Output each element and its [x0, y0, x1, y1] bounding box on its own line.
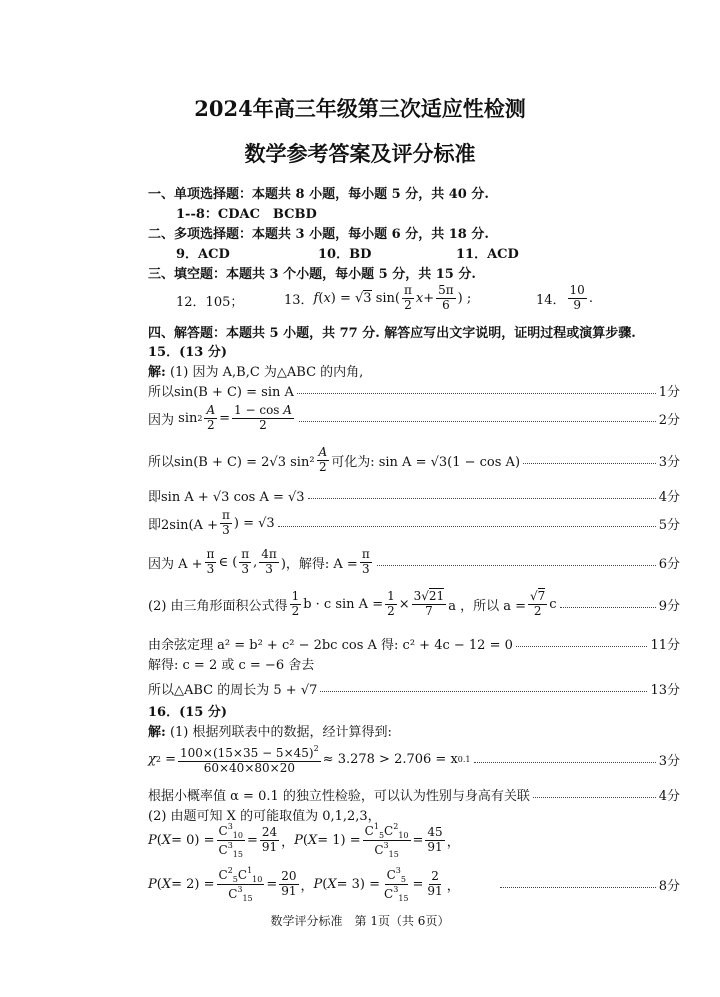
q15-line-5 [148, 486, 680, 505]
q15-l3-text: 因为 [148, 412, 175, 428]
q16-prob-row-1: P ( X = 0) = $\frac{C^3_{10}}{C^3_{15}}$ = $\frac{24}{91}$ ， P ( X = 1) = $\frac{C^1_5C^2_{10}}{C^3_{15}}$ = $\frac{45}{91}$ ， [148, 822, 460, 860]
q16-line-1 [148, 721, 392, 740]
page-subtitle: 数学参考答案及评分标准 [244, 141, 476, 166]
q16-header: 16．(15 分) [148, 705, 228, 720]
q16-l1-text: (1) 根据列联表中的数据，经计算得到: [169, 725, 392, 740]
q15-l2-text: 所以sin(B + C) = sin A [148, 385, 294, 400]
q16-chi-rhs: ≈ 3.278 > 2.706 = x [322, 752, 458, 768]
score-1: 1分 [658, 385, 680, 400]
q16-line-3 [148, 785, 680, 804]
q15-l8-text-c: a ，所以 a = [448, 598, 526, 614]
q15-solution-label: 解: [148, 365, 166, 380]
q15-l7-text-c: )，解得: A = [280, 556, 358, 572]
score-q16-8: 8分 [658, 879, 680, 895]
section-3-heading: 三、填空题：本题共 3 个小题，每小题 5 分，共 15 分. [148, 267, 476, 282]
page-footer: 数学评分标准 第 1页（共 6页） [270, 914, 450, 928]
q15-line-2 [148, 381, 680, 400]
q15-l8-text-a: (2) 由三角形面积公式得 [148, 598, 288, 614]
q15-l8-text-b: b · c sin A = [303, 596, 384, 612]
q16-solution-label: 解: [148, 725, 166, 740]
score-13: 13分 [650, 683, 680, 698]
score-3: 3分 [658, 454, 680, 470]
section-2-heading: 二、多项选择题：本题共 3 小题，每小题 6 分，共 18 分. [148, 227, 489, 242]
q15-l9-text: 由余弦定理 a² = b² + c² − 2bc cos A 得: c² + 4c − 12 = 0 [148, 638, 513, 653]
q15-l11-text: 所以△ABC 的周长为 5 + √7 [148, 683, 318, 698]
score-6: 6分 [658, 556, 680, 572]
answer-12: 12．105； [176, 295, 244, 310]
answer-14-label: 14． [536, 292, 566, 308]
q15-line-9 [148, 634, 680, 653]
q15-line-4: 所以sin(B + C) = 2√3 sin² $\frac{A}{2}$ 可化为: sin A = √3(1 − cos A) 3分 [148, 445, 680, 474]
score-q16-3: 3分 [658, 754, 680, 770]
q16-l3-text: 根据小概率值 α = 0.1 的独立性检验，可以认为性别与身高有关联 [148, 789, 530, 804]
q15-l1-text: (1) 因为 A,B,C 为△ABC 的内角, [169, 365, 364, 380]
q15-l4-text-a: 所以sin(B + C) = 2√3 sin² [148, 454, 315, 470]
q16-chi-square: χ 2 = $\frac{100\times(15\times 35 - 5\times 45)^2}{60\times 40\times 80\times 20}$ ≈ 3.278 > 2.706 = x 0.1 3分 [148, 744, 680, 775]
q15-l7-text-a: 因为 A + [148, 556, 203, 572]
answer-10: 10．BD [318, 247, 372, 262]
answer-9: 9．ACD [176, 247, 230, 262]
q15-l5-text: 即sin A + √3 cos A = √3 [148, 490, 305, 505]
q15-line-3: 因为 sin 2 $\frac{A}{2}$ = $\frac{\text{1 − cos A}}{2}$ 2分 [148, 403, 680, 432]
score-4: 4分 [658, 490, 680, 505]
q16-line-4: (2) 由题可知 X 的可能取值为 0,1,2,3， [148, 809, 381, 824]
answer-13: 13． f ( x ) = √ 3 sin( $\frac{\pi}{2}$ x + $\frac{5\pi}{6}$ ) ; [284, 283, 472, 312]
answer-14: 14． $\frac{10}{9}$ . [536, 283, 593, 312]
section-4-heading: 四、解答题：本题共 5 小题，共 77 分. 解答应写出文字说明，证明过程或演算步骤. [148, 326, 636, 341]
q15-l7-text-b: ∈ ( [218, 554, 238, 570]
answer-13-label: 13． [284, 292, 314, 308]
score-q16-4: 4分 [658, 789, 680, 804]
q15-line-7: 因为 A + $\frac{\pi}{3}$ ∈ ( $\frac{\pi}{3}$ , $\frac{4\pi}{3}$ )，解得: A = $\frac{\pi}{3}$ 6分 [148, 547, 680, 576]
q15-line-1 [148, 361, 363, 380]
score-11: 11分 [650, 638, 680, 653]
q15-line-11 [148, 679, 680, 698]
q16-prob-row-2: P ( X = 2) = $\frac{C^2_5C^1_{10}}{C^3_{15}}$ = $\frac{20}{91}$ ， P ( X = 3) = $\frac{C^3_5}{C^3_{15}}$ = $\frac{2}{91}$ ， 8分 [148, 866, 680, 904]
section-1-answers: 1--8：CDAC BCBD [176, 207, 317, 222]
page-title: 2024年高三年级第三次适应性检测 [194, 96, 526, 121]
q15-l6-text-b: ) = √3 [233, 515, 275, 531]
q15-line-8: (2) 由三角形面积公式得 $\frac{1}{2}$ b · c sin A = $\frac{1}{2}$ × $\frac{3√21}{7}$ a ，所以 a = $\frac{√7}{2}$ c 9分 [148, 589, 680, 618]
q15-header: 15．(13 分) [148, 345, 228, 360]
answer-11: 11．ACD [456, 247, 519, 262]
score-9: 9分 [658, 598, 680, 614]
q15-line-6: 即2sin(A + $\frac{\pi}{3}$ ) = √3 5分 [148, 508, 680, 537]
q15-l8-text-d: c [549, 596, 557, 612]
section-1-heading: 一、单项选择题：本题共 8 小题，每小题 5 分，共 40 分. [148, 187, 489, 202]
q15-l4-text-b: 可化为: sin A = √3(1 − cos A) [331, 454, 521, 470]
score-5: 5分 [658, 517, 680, 533]
q15-l6-text-a: 即2sin(A + [148, 517, 218, 533]
q15-line-10: 解得: c = 2 或 c = −6 舍去 [148, 658, 315, 673]
score-2: 2分 [658, 412, 680, 428]
